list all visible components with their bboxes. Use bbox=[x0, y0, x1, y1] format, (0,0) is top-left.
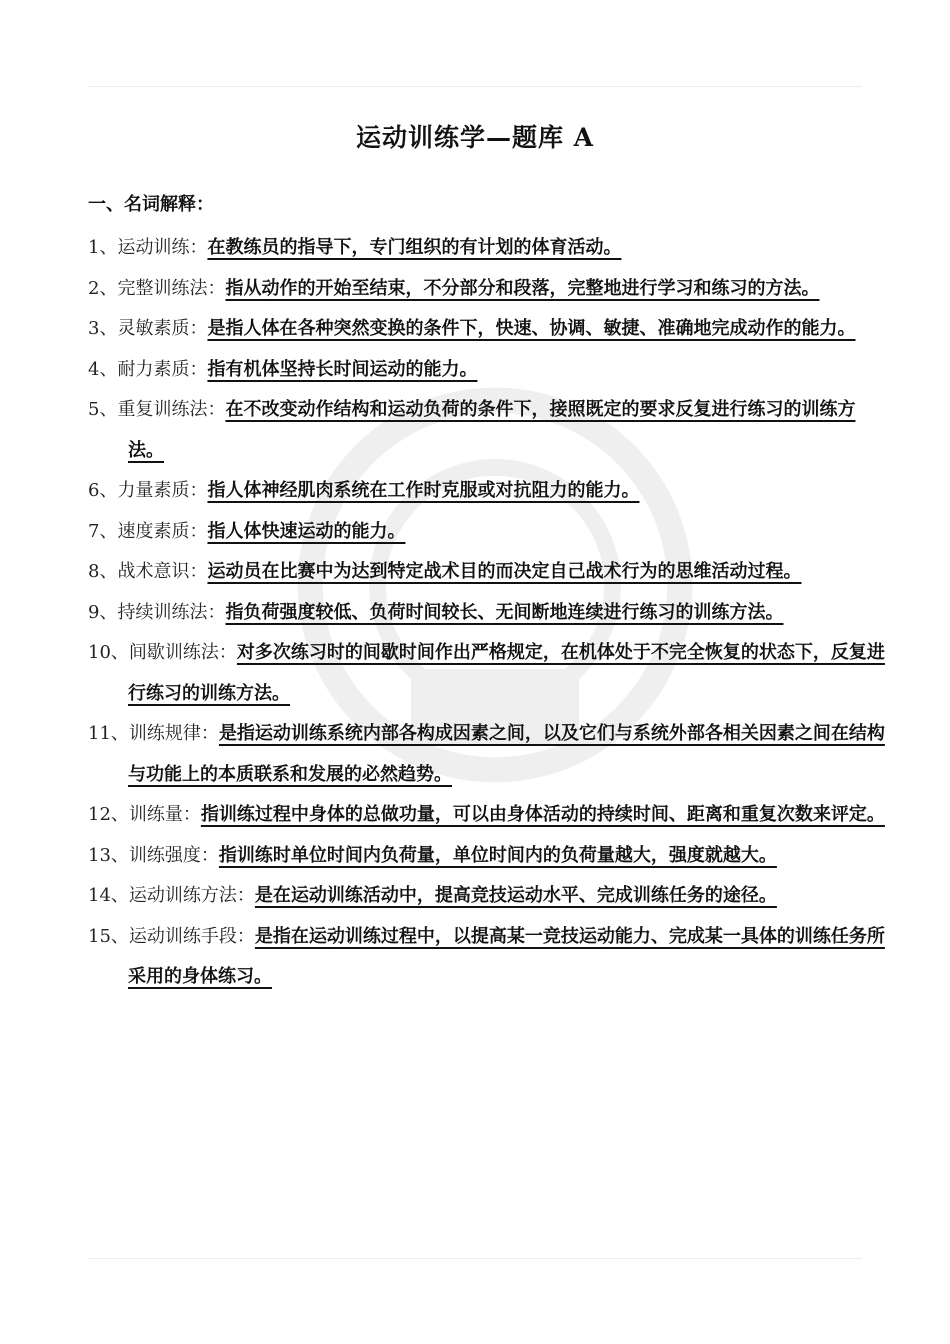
item-definition: 在教练员的指导下，专门组织的有计划的体育活动。 bbox=[207, 237, 622, 258]
item-definition: 是在运动训练活动中，提高竞技运动水平、完成训练任务的途径。 bbox=[254, 885, 777, 906]
item-number: 12、 bbox=[88, 804, 129, 825]
item-term: 耐力素质： bbox=[117, 358, 208, 380]
item-number: 2、 bbox=[88, 277, 118, 299]
item-term: 间歇训练法： bbox=[128, 642, 237, 663]
item-term: 完整训练法： bbox=[117, 277, 226, 299]
list-item bbox=[88, 390, 888, 471]
item-number: 5、 bbox=[88, 399, 118, 420]
header-rule bbox=[88, 86, 862, 87]
item-term: 运动训练： bbox=[117, 237, 208, 258]
list-item bbox=[88, 795, 888, 836]
item-definition: 在不改变动作结构和运动负荷的条件下，接照既定的要求反复进行练习的训练方法。 bbox=[128, 399, 856, 461]
item-term: 灵敏素质： bbox=[117, 318, 208, 339]
item-number: 14、 bbox=[88, 885, 129, 906]
item-number: 4、 bbox=[88, 358, 118, 380]
list-item bbox=[88, 917, 888, 998]
list-item bbox=[88, 269, 888, 310]
page-title: 运动训练学—题库 A bbox=[355, 123, 595, 152]
list-item bbox=[88, 309, 888, 350]
list-item bbox=[88, 228, 888, 269]
list-item bbox=[88, 593, 888, 634]
item-term: 重复训练法： bbox=[117, 399, 226, 420]
item-number: 13、 bbox=[88, 844, 129, 866]
item-definition: 是指人体在各种突然变换的条件下，快速、协调、敏捷、准确地完成动作的能力。 bbox=[207, 318, 856, 339]
item-term: 运动训练方法： bbox=[128, 885, 255, 906]
item-term: 力量素质： bbox=[117, 480, 208, 501]
item-term: 速度素质： bbox=[117, 520, 208, 542]
term-list bbox=[88, 228, 888, 998]
item-number: 3、 bbox=[88, 318, 118, 339]
item-number: 7、 bbox=[88, 520, 118, 542]
list-item bbox=[88, 552, 888, 593]
list-item bbox=[88, 512, 888, 553]
list-item bbox=[88, 633, 888, 714]
section-heading: 一、名词解释： bbox=[88, 194, 214, 215]
item-definition: 指人体快速运动的能力。 bbox=[207, 520, 406, 542]
item-number: 8、 bbox=[88, 561, 118, 582]
list-item bbox=[88, 836, 888, 877]
item-term: 训练量： bbox=[128, 804, 201, 825]
item-term: 训练强度： bbox=[128, 844, 219, 866]
item-term: 持续训练法： bbox=[117, 601, 226, 623]
item-number: 10、 bbox=[88, 642, 129, 663]
item-definition: 指负荷强度较低、负荷时间较长、无间断地连续进行练习的训练方法。 bbox=[225, 601, 784, 623]
item-term: 训练规律： bbox=[128, 723, 219, 744]
list-item bbox=[88, 471, 888, 512]
list-item bbox=[88, 876, 888, 917]
item-definition: 运动员在比赛中为达到特定战术目的而决定自己战术行为的思维活动过程。 bbox=[207, 561, 802, 582]
item-number: 15、 bbox=[88, 925, 129, 947]
item-definition: 是指在运动训练过程中，以提高某一竞技运动能力、完成某一具体的训练任务所采用的身体练习。 bbox=[128, 925, 885, 987]
list-item bbox=[88, 714, 888, 795]
item-term: 运动训练手段： bbox=[128, 925, 255, 947]
item-definition: 指有机体坚持长时间运动的能力。 bbox=[207, 358, 478, 380]
item-definition: 指训练时单位时间内负荷量，单位时间内的负荷量越大，强度就越大。 bbox=[218, 844, 777, 866]
item-definition: 指训练过程中身体的总做功量，可以由身体活动的持续时间、距离和重复次数来评定。 bbox=[200, 804, 885, 825]
item-definition: 是指运动训练系统内部各构成因素之间，以及它们与系统外部各相关因素之间在结构与功能上的本质联系和发展的必然趋势。 bbox=[128, 723, 885, 785]
item-definition: 指从动作的开始至结束，不分部分和段落，完整地进行学习和练习的方法。 bbox=[225, 277, 820, 299]
item-number: 9、 bbox=[88, 601, 118, 623]
item-definition: 指人体神经肌肉系统在工作时克服或对抗阻力的能力。 bbox=[207, 480, 640, 501]
item-term: 战术意识： bbox=[117, 561, 208, 582]
item-number: 6、 bbox=[88, 480, 118, 501]
list-item bbox=[88, 350, 888, 391]
item-number: 11、 bbox=[88, 723, 129, 744]
footer-rule bbox=[88, 1258, 862, 1259]
item-number: 1、 bbox=[88, 237, 118, 258]
item-definition: 对多次练习时的间歇时间作出严格规定，在机体处于不完全恢复的状态下，反复进行练习的训练方法。 bbox=[128, 642, 885, 704]
